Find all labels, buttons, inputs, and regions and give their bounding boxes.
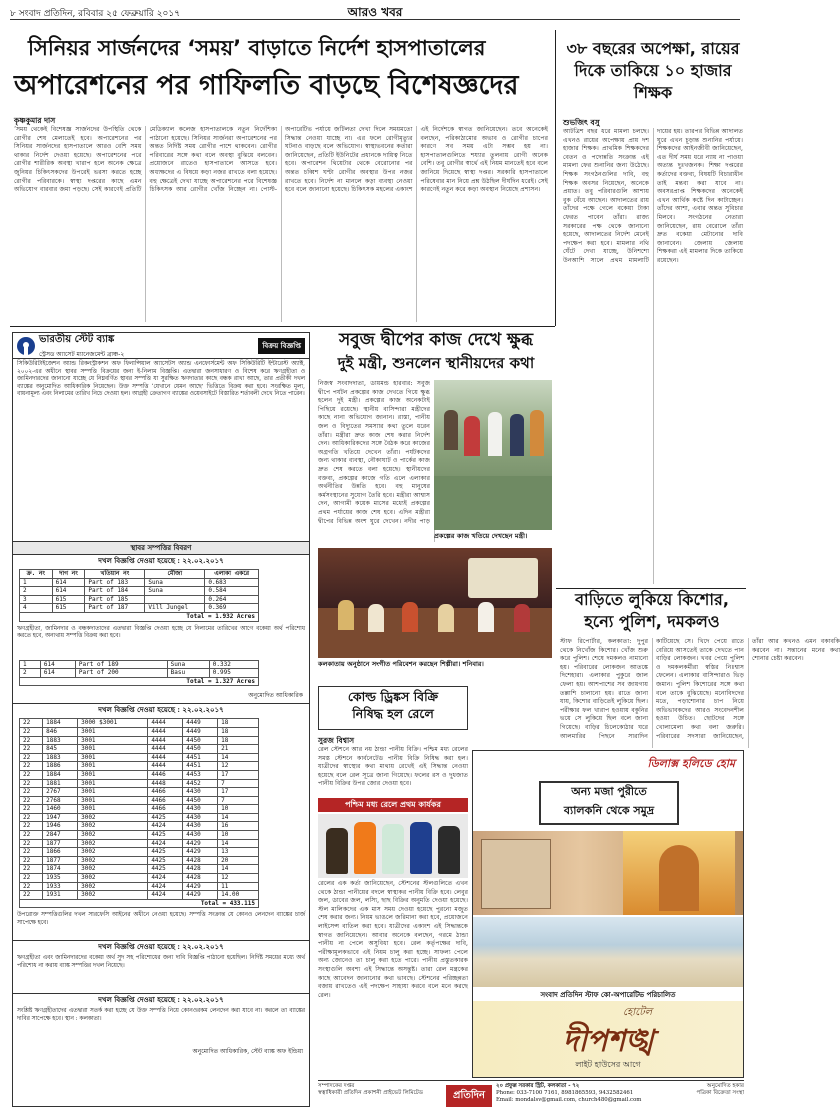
right-story-byline: শুভজিৎ বসু (563, 118, 600, 127)
table-cell: 614 (52, 587, 85, 596)
island-headline-1: সবুজ দ্বীপের কাজ দেখে ক্ষুব্ধ (338, 330, 534, 350)
imprint-left-line-1: সম্পাদকের দপ্তর (318, 1083, 355, 1089)
imprint-right-line-1: অনুমোদিত হকার (706, 1083, 744, 1089)
table-cell: 846 (43, 727, 78, 736)
table-cell: 10 (218, 831, 259, 840)
table-row (20, 595, 259, 604)
table-header-cell: মৌজা (145, 570, 205, 579)
table-cell: 22 (20, 874, 43, 883)
table-cell: 1883 (43, 753, 78, 762)
ad-hotel-name-panel (473, 1001, 743, 1077)
table-cell: 4424 (148, 822, 183, 831)
table-cell: 22 (20, 796, 43, 805)
table-cell: 4429 (183, 839, 218, 848)
table-cell: 614 (52, 578, 85, 587)
table-cell: Part of 183 (85, 578, 145, 587)
table-cell: 2847 (43, 831, 78, 840)
table-cell: 17 (218, 788, 259, 797)
drinks-headline-box (318, 686, 468, 730)
table-cell: 4424 (148, 874, 183, 883)
table-row (20, 891, 259, 900)
imprint-right-line-2: পত্রিকা বিক্রেতা সংস্থা (696, 1090, 744, 1096)
table-cell: 1877 (43, 839, 78, 848)
table-cell: 10 (218, 805, 259, 814)
imprint-right (692, 1083, 744, 1097)
table-cell: 22 (20, 770, 43, 779)
table-cell: 18 (218, 719, 259, 728)
table-cell: 4424 (148, 891, 183, 900)
table-row (20, 822, 259, 831)
table-cell: 22 (20, 813, 43, 822)
table-cell: 1460 (43, 805, 78, 814)
table-cell: 22 (20, 891, 43, 900)
table-cell: 4444 (148, 762, 183, 771)
table-cell: 11 (218, 882, 259, 891)
table-cell: 615 (52, 595, 85, 604)
table-cell: 3001 (78, 770, 148, 779)
table-cell: 4425 (148, 856, 183, 865)
event-photo (318, 548, 552, 658)
ad-tagline-2: ব্যালকনি থেকে সমুদ্র (563, 804, 655, 817)
table-cell: 3001 (78, 762, 148, 771)
table-cell: 615 (52, 604, 85, 613)
table-cell: 4466 (148, 788, 183, 797)
table-header-cell: এলাকা একরে (205, 570, 259, 579)
table-cell: 22 (20, 882, 43, 891)
schedule-1-date: দখল বিজ্ঞপ্তি দেওয়া হয়েছে : ২২.০২.২০১৭ (98, 556, 224, 565)
ad-hotel-photo (473, 831, 743, 915)
sbi-logo-icon (17, 337, 35, 355)
table-cell: 4425 (148, 865, 183, 874)
signature-1: অনুমোদিত আধিকারিক (248, 692, 303, 700)
event-caption: কলকাতায় অনুষ্ঠানে সংগীত পরিবেশন করছেন শিল্পীরা। শনিবার। (318, 660, 484, 668)
table-row (20, 587, 259, 596)
table-cell: 4449 (183, 719, 218, 728)
table-row (20, 848, 259, 857)
table-cell: Suna (145, 587, 205, 596)
table-row (20, 669, 259, 678)
table-row (20, 753, 259, 762)
table-cell: 4444 (148, 736, 183, 745)
imprint-phone: Phone: 033-7100 7161, 8981865593, 9432582461 (496, 1090, 634, 1096)
imprint-left-line-2: স্বত্বাধিকারী প্রতিদিন প্রকাশনী প্রাইভেট লিমিটেড (318, 1090, 423, 1096)
table-cell: 4451 (183, 762, 218, 771)
table-cell: Suna (167, 660, 209, 669)
table-row (20, 578, 259, 587)
table-cell: 3001 (78, 736, 148, 745)
property-table-3 (19, 718, 259, 908)
imprint-left (318, 1083, 442, 1097)
property-table-1 (19, 569, 259, 622)
table-row (20, 727, 259, 736)
drinks-headline-1: কোল্ড ড্রিঙ্কস বিক্রি (347, 689, 439, 704)
imprint-footer (318, 1080, 744, 1110)
table-cell: 0.584 (205, 587, 259, 596)
island-headline-2: দুই মন্ত্রী, শুনলেন স্থানীয়দের কথা (337, 354, 535, 372)
lead-headline: অপারেশনের পর গাফিলতি বাড়ছে বিশেষজ্ঞদের (14, 70, 519, 101)
table-cell: 3002 (78, 882, 148, 891)
table-cell: 3001 (78, 727, 148, 736)
section-title: আরও খবর (347, 5, 403, 19)
table-cell: 4428 (183, 856, 218, 865)
table-cell: 22 (20, 762, 43, 771)
table-cell: 3002 (78, 822, 148, 831)
table-row (20, 805, 259, 814)
table-cell: Basu (167, 669, 209, 678)
table-cell: 4429 (183, 882, 218, 891)
table-cell: 22 (20, 805, 43, 814)
table-total: Total = 433.115 (20, 899, 259, 908)
table-row (20, 882, 259, 891)
island-body: নিজস্ব সংবাদদাতা, ডায়মন্ড হারবার: সবুজ দ্বীপে পর্যটন প্রকল্পের কাজ দেখতে গিয়ে ক্ষুব্ধ হলেন দুই মন্ত্রী। প্রকল্পের কাজ অনেকটাই পিছিয়ে রয়েছে। স্থানীয় বাসিন্দারা মন্ত্রীদের কাছে নানা অভিযোগ জানান। রাস্তা, পানীয় জল ও বিদ্যুতের সমস্যার কথা তুলে ধরেন তাঁরা। মন্ত্রীরা দ্রুত কাজ শেষ করার নির্দেশ দেন। আধিকারিকদের সঙ্গে বৈঠক করে কাজের অগ্রগতি খতিয়ে দেখেন তাঁরা। পর্যটকদের জন্য থাকার ব্যবস্থা, নৌকাঘাট ও পার্কের কাজ দ্রুত শেষ করতে বলা হয়েছে। স্থানীয়দের বক্তব্য, প্রকল্পের কাজে গতি এলে এলাকার অর্থনীতির উন্নতি হবে। বহু মানুষের কর্মসংস্থানের সুযোগ তৈরি হবে। মন্ত্রীরা আশ্বাস দেন, আগামী কয়েক মাসের মধ্যেই প্রকল্পের প্রথম পর্যায়ের কাজ শেষ হবে। এদিন মন্ত্রীরা দ্বীপের বিভিন্ন অংশ ঘুরে দেখেন। নদীর পাড় (318, 380, 430, 525)
right-story-body: আটত্রিশ বছর ধরে মামলা চলছে। এখনও রায়ের অপেক্ষায় প্রায় দশ হাজার শিক্ষক। প্রাথমিক শিক্ষকদের বেতন ও পদোন্নতি সংক্রান্ত এই মামলা ফের শুনানির জন্য উঠেছে। শিক্ষক সংগঠনগুলির দাবি, বহু শিক্ষক অবসর নিয়েছেন, অনেকে প্রয়াত। তবু পরিবারগুলি আশায় বুক বেঁধে আছেন। আদালতের রায় তাঁদের পক্ষে গেলে বকেয়া টাকা ফেরত পাবেন তাঁরা। রাজ্য সরকারের পক্ষ থেকে জানানো হয়েছে, আদালতের নির্দেশ মেনেই পদক্ষেপ করা হবে। মামলার নথি ঘেঁটে দেখা যাচ্ছে, উনিশশো উনআশি সালে প্রথম মামলাটি দায়ের হয়। তারপর বিভিন্ন আদালত ঘুরে এখন চূড়ান্ত শুনানির পর্যায়ে। শিক্ষকদের আইনজীবী জানিয়েছেন, এত দীর্ঘ সময় ধরে ন্যায় না পাওয়া অত্যন্ত দুঃখজনক। শিক্ষা দপ্তরের কর্তাদের বক্তব্য, বিষয়টি বিচারাধীন তাই মন্তব্য করা যাবে না। অবসরপ্রাপ্ত শিক্ষকদের অনেকেই এখন আর্থিক কষ্টে দিন কাটাচ্ছেন। তাঁদের আশা, এবার অন্তত সুবিচার মিলবে। সংগঠনের নেতারা জানিয়েছেন, রায় বেরোলে তাঁরা দ্রুত বকেয়া মেটানোর দাবি জানাবেন। জেলায় জেলায় শিক্ষকরা এই মামলার দিকে তাকিয়ে রয়েছেন। (563, 128, 743, 264)
table-cell: 0.264 (205, 595, 259, 604)
table-cell: 22 (20, 727, 43, 736)
teen-headline-2: হন্যে পুলিশ, দমকলও (584, 612, 720, 631)
table-cell: 4450 (183, 796, 218, 805)
island-photo (434, 380, 552, 530)
table-cell: 2 (20, 587, 53, 596)
table-cell: 22 (20, 788, 43, 797)
table-cell: 3001 (78, 745, 148, 754)
table-row (20, 839, 259, 848)
table-cell: 614 (40, 660, 75, 669)
table-row (20, 604, 259, 613)
page-header (10, 4, 740, 20)
table-cell: 3002 (78, 865, 148, 874)
table-header-cell: খতিয়ান নং (85, 570, 145, 579)
hotel-advertisement (472, 750, 744, 1078)
table-cell: 0.369 (205, 604, 259, 613)
table-cell: 22 (20, 822, 43, 831)
table-cell: 13 (218, 848, 259, 857)
table-cell: 3001 (78, 805, 148, 814)
table-cell: 18 (218, 736, 259, 745)
right-story-headline: ৩৮ বছরের অপেক্ষা, রায়ের দিকে তাকিয়ে ১০ হাজার শিক্ষক (566, 39, 740, 102)
table-cell: 4446 (148, 770, 183, 779)
tender-body-4: ঋণগ্রহীতা এবং জামিনদারদের বকেয়া অর্থ সুদ সহ পরিশোধের জন্য দাবি বিজ্ঞপ্তি পাঠানো হয়েছিল। নির্দিষ্ট সময়ের মধ্যে অর্থ পরিশোধ না করায় ব্যাঙ্ক সম্পত্তির দখল নিয়েছে। (17, 955, 305, 969)
table-cell: 3000 $3001 (78, 719, 148, 728)
lead-headline-kicker: সিনিয়র সার্জনদের ‘সময়’ বাড়াতে নির্দেশ হাসপাতালের (28, 36, 486, 60)
table-cell: Vill Jungel (145, 604, 205, 613)
table-cell: 22 (20, 745, 43, 754)
table-cell: 7 (218, 796, 259, 805)
table-cell: 1886 (43, 762, 78, 771)
table-cell: 21 (218, 745, 259, 754)
table-cell: 2 (20, 669, 41, 678)
table-cell: Part of 200 (75, 669, 167, 678)
table-cell: 4453 (183, 770, 218, 779)
schedule-title: স্থাবর সম্পত্তির বিবরণ (13, 541, 309, 555)
table-cell: Part of 187 (85, 604, 145, 613)
table-cell: 14 (218, 865, 259, 874)
table-cell: 1946 (43, 822, 78, 831)
table-cell: 4444 (148, 753, 183, 762)
table-cell: 3002 (78, 856, 148, 865)
table-cell: 22 (20, 831, 43, 840)
teen-body: স্টাফ রিপোর্টার, কলকাতা: দুপুর থেকে নিখোঁজ কিশোর। খোঁজ শুরু করে পুলিশ। শেষে দমকলও নামানো হয়। পরিবারের লোকজন আতঙ্কে দিশেহারা। এলাকার পুকুরে জাল ফেলা হয়। আশপাশের সব জায়গায় তল্লাশি চালানো হয়। রাতে জানা যায়, কিশোর বাড়িতেই লুকিয়ে ছিল। পরীক্ষার ফল খারাপ হওয়ায় বকুনির ভয়ে সে লুকিয়ে ছিল বলে জানা গিয়েছে। বাড়ির চিলেকোঠার ঘরে আলমারির পিছনে সারাদিন কাটিয়েছে সে। খিদে পেয়ে রাতে বেরিয়ে আসতেই তাকে দেখতে পান বাড়ির লোকজন। খবর পেয়ে পুলিশ ও দমকলকর্মীরা স্বস্তির নিঃশ্বাস ফেলেন। এলাকার বাসিন্দারাও ভিড় জমান। পুলিশ কিশোরের সঙ্গে কথা বলে তাকে বুঝিয়েছে। মনোবিদদের মতে, পড়াশোনার চাপ নিয়ে অভিভাবকদের আরও সংবেদনশীল হওয়া উচিত। ছোটদের সঙ্গে খোলামেলা কথা বলা জরুরি। পরিবারের সদস্যরা জানিয়েছেন, তাঁরা আর কখনও এমন বকাবকি করবেন না। সন্তানের মনের কথা শোনার চেষ্টা করবেন। (560, 638, 840, 740)
table-cell: 614 (40, 669, 75, 678)
table-header-cell: ক্র. নং (20, 570, 53, 579)
table-cell: 1881 (43, 779, 78, 788)
table-cell: 4424 (148, 839, 183, 848)
table-cell: 1935 (43, 874, 78, 883)
table-cell: 4430 (183, 805, 218, 814)
table-row (20, 719, 259, 728)
table-row (20, 788, 259, 797)
table-row (20, 874, 259, 883)
table-cell: Part of 184 (85, 587, 145, 596)
table-cell: 4425 (148, 831, 183, 840)
table-cell: 17 (218, 770, 259, 779)
table-cell: 22 (20, 779, 43, 788)
tender-body-3: উপরোক্ত সম্পত্তিগুলির দখল সারফেসি আইনের অধীনে নেওয়া হয়েছে। সম্পত্তি সংক্রান্ত যে কোনও লেনদেন ব্যাঙ্কের চার্জ সাপেক্ষে হবে। (17, 912, 305, 926)
bank-name: ভারতীয় স্টেট ব্যাঙ্ক (39, 333, 115, 345)
table-cell: 2767 (43, 788, 78, 797)
table-row (20, 813, 259, 822)
table-cell: 4 (20, 604, 53, 613)
table-cell: 2768 (43, 796, 78, 805)
drinks-body-top: রেল স্টেশনে আর নয় ঠান্ডা পানীয় বিক্রি। পশ্চিম মধ্য রেলের সমস্ত স্টেশনে কার্বনেটেড পানীয় বিক্রি নিষিদ্ধ করা হল। যাত্রীদের স্বাস্থ্যের কথা মাথায় রেখেই এই সিদ্ধান্ত নেওয়া হয়েছে বলে রেল সূত্রে জানা গিয়েছে। ফলের রস ও দুধজাত পানীয় বিক্রির উপর জোর দেওয়া হবে। (318, 746, 468, 788)
table-cell: 3001 (78, 788, 148, 797)
table-cell: 22 (20, 856, 43, 865)
table-cell: 3002 (78, 848, 148, 857)
table-cell: 3001 (78, 796, 148, 805)
ad-hotel-sub: লাইট হাউসের আগে (575, 1060, 641, 1069)
property-table-2 (19, 660, 259, 687)
table-cell: 4450 (183, 736, 218, 745)
table-cell: 14 (218, 839, 259, 848)
table-cell: 3002 (78, 831, 148, 840)
table-cell: 4466 (148, 805, 183, 814)
table-cell (145, 595, 205, 604)
table-cell: 3002 (78, 813, 148, 822)
table-cell: 1931 (43, 891, 78, 900)
notice-title: বিক্রয় বিজ্ঞপ্তি (258, 338, 305, 354)
drinks-body-bottom: রেলের এক কর্তা জানিয়েছেন, স্টেশনের স্টলগুলিতে এখন থেকে ঠান্ডা পানীয়ের বদলে স্বাস্থ্যকর পানীয় বিক্রি হবে। লেবুর জল, ডাবের জল, লস্যি, ছাছ বিক্রির অনুমতি দেওয়া হয়েছে। স্টল মালিকদের এক মাস সময় দেওয়া হয়েছে পুরনো মজুত শেষ করার জন্য। নিয়ম ভাঙলে জরিমানা করা হবে, প্রয়োজনে লাইসেন্স বাতিল করা হবে। যাত্রীদের একাংশ এই সিদ্ধান্তকে স্বাগত জানিয়েছেন। আবার অনেকে বলছেন, গরমে ঠান্ডা পানীয় না পেলে অসুবিধা হবে। রেল কর্তৃপক্ষের দাবি, পরীক্ষামূলকভাবে এই নিয়ম চালু করা হচ্ছে। সাফল্য পেলে অন্য জোনেও তা চালু করা হতে পারে। পানীয় প্রস্তুতকারক সংস্থাগুলি অবশ্য এই সিদ্ধান্তে অসন্তুষ্ট। তারা রেল মন্ত্রকের কাছে আবেদন জানানোর কথা ভাবছে। স্টেশনের পরিচ্ছন্নতা বজায় রাখতেও এই পদক্ষেপ সাহায্য করবে বলে মনে করছে রেল। (318, 880, 468, 999)
schedule-3-date: দখল বিজ্ঞপ্তি দেওয়া হয়েছে : ২২.০২.২০১৭ (13, 940, 309, 953)
table-row (20, 736, 259, 745)
signature-final: অনুমোদিত আধিকারিক, স্টেট ব্যাঙ্ক অফ ইন্ডিয়া (192, 1048, 303, 1056)
ad-tagline-box (539, 781, 679, 825)
tender-body-1: সিকিউরিটাইজেশন অ্যান্ড রিকনস্ট্রাকশন অফ ফিনান্সিয়াল অ্যাসেটস অ্যান্ড এনফোর্সমেন্ট অফ সিকিউরিটি ইন্টারেস্ট অ্যাক্ট, ২০০২-এর অধীনে স্থাবর সম্পত্তি বিক্রয়ের জন্য ই-নিলাম বিজ্ঞপ্তি। এতদ্বারা জনসাধারণ ও বিশেষ করে ঋণগ্রহীতা ও জামিনদারদের জানানো যাচ্ছে যে নিম্নবর্ণিত স্থাবর সম্পত্তি যা সুরক্ষিত ঋণদাতার কাছে বন্ধক রাখা আছে, তার প্রতীকী দখল ব্যাঙ্কের অনুমোদিত আধিকারিক নিয়েছেন। উক্ত সম্পত্তি ‘যেখানে যেমন আছে’ ভিত্তিতে বিক্রয় করা হবে। সংরক্ষিত মূল্য, বায়নামূল্য এবং নিলামের তারিখ নিচে দেওয়া হল। আগ্রহী ক্রেতাগণ ব্যাঙ্কের ওয়েবসাইটে বিস্তারিত শর্তাবলী দেখে নিতে পারেন। (17, 361, 305, 398)
table-cell: 4428 (183, 865, 218, 874)
table-cell: 14 (218, 813, 259, 822)
table-row (20, 770, 259, 779)
table-cell: 1884 (43, 770, 78, 779)
drinks-bottles-photo (318, 814, 468, 878)
table-cell: 1877 (43, 856, 78, 865)
bank-branch: স্ট্রেসড অ্যাসেট ম্যানেজমেন্ট ব্রাঞ্চ-২ (39, 350, 125, 358)
table-total: Total = 1.932 Acres (20, 612, 259, 621)
teen-headline-1: বাড়িতে লুকিয়ে কিশোর, (575, 590, 729, 609)
table-cell: 22 (20, 719, 43, 728)
ad-hotel-prefix: হোটেল (623, 1007, 653, 1018)
lead-body: ‘সময় থেকেই বিশেষজ্ঞ সার্জনদের উপস্থিতি থেকে রোগীর শেষ মেলাতেই হবে। অপারেশনের পর সিনিয়র সার্জনদের হাসপাতালে আরও বেশি সময় থাকার নির্দেশ দেওয়া হয়েছে। অপারেশনের পরে রোগীর শারীরিক অবস্থা খারাপ হলে অনেক ক্ষেত্রে জুনিয়র চিকিৎসকদের উপরেই ভরসা করতে হচ্ছে রোগীর পরিবারকে। স্বাস্থ্য দপ্তরের কাছে এমন অভিযোগ বারবার জমা পড়ছে। সেই কারণেই প্রতিটি মেডিক্যাল কলেজ হাসপাতালকে নতুন নির্দেশিকা পাঠানো হয়েছে। সিনিয়র সার্জনরা অপারেশনের পর অন্তত নির্দিষ্ট সময় রোগীর পাশে থাকবেন। রোগীর পরিবারের সঙ্গে কথা বলে অবস্থা বুঝিয়ে বলবেন। প্রয়োজনে রাতেও হাসপাতালে আসতে হবে। অধ্যক্ষদের এ বিষয়ে কড়া নজর রাখতে বলা হয়েছে। বহু ক্ষেত্রেই দেখা যাচ্ছে অপারেশনের পরে বিশেষজ্ঞ চিকিৎসক আর রোগীর খোঁজ নিচ্ছেন না। পোস্ট-অপারেটিভ পর্যায়ে জটিলতা দেখা দিলে সময়মতো সিদ্ধান্ত নেওয়া যাচ্ছে না। এর ফলে রোগীমৃত্যুর ঘটনাও বাড়ছে বলে অভিযোগ। স্বাস্থ্যভবনের কর্তারা জানিয়েছেন, প্রতিটি ইউনিটের প্রধানকে দায়িত্ব নিতে হবে। অপারেশন থিয়েটার থেকে বেরোনোর পর অন্তত চব্বিশ ঘণ্টা রোগীর অবস্থার উপর নজর রাখতে হবে। নির্দেশ না মানলে কড়া ব্যবস্থা নেওয়া হবে বলে জানানো হয়েছে। চিকিৎসক মহলের একাংশ এই নির্দেশকে স্বাগত জানিয়েছেন। তবে অনেকেই বলছেন, পরিকাঠামোর অভাব ও রোগীর চাপের কারণে সব সময় এটা সম্ভব হয় না। হাসপাতালগুলিতে শয্যার তুলনায় রোগী অনেক বেশি। তবু রোগীর স্বার্থে এই নিয়ম মানতেই হবে বলে জানিয়ে দিয়েছে স্বাস্থ্য দপ্তর। সরকারি হাসপাতালে পরিষেবার মান নিয়ে প্রশ্ন উঠছিল দীর্ঘদিন ধরেই। সেই কারণেই নতুন করে কড়া অবস্থান নিয়েছে প্রশাসন। (14, 126, 548, 194)
table-cell: 3002 (78, 839, 148, 848)
table-cell: 22 (20, 865, 43, 874)
table-cell: 4452 (183, 779, 218, 788)
table-cell: 1884 (43, 719, 78, 728)
table-cell: Part of 185 (85, 595, 145, 604)
ad-hotel-name: দীপশঙ্খ (562, 1024, 654, 1059)
table-cell: 4451 (183, 753, 218, 762)
table-cell: 4425 (148, 848, 183, 857)
table-row (20, 745, 259, 754)
table-cell: 1 (20, 578, 53, 587)
ad-group-line: সংবাদ প্রতিদিন স্টাফ কো-অপারেটিভ পরিচালিত (540, 990, 676, 999)
table-cell: 1947 (43, 813, 78, 822)
table-cell: 4424 (148, 882, 183, 891)
table-cell: Part of 189 (75, 660, 167, 669)
table-cell: 845 (43, 745, 78, 754)
table-cell: 12 (218, 874, 259, 883)
table-cell: 4448 (148, 779, 183, 788)
table-cell: 4430 (183, 822, 218, 831)
table-cell: 4429 (183, 891, 218, 900)
table-cell: 1883 (43, 736, 78, 745)
ad-tagline-1: অন্য মজা পুরীতে (571, 785, 647, 798)
tender-body-2: ঋণগ্রহীতা, জামিনদার ও বন্ধকদাতাদের এতদ্বারা বিজ্ঞপ্তি দেওয়া হচ্ছে যে নিলামের তারিখের আগে বকেয়া অর্থ পরিশোধ করতে হবে, অন্যথায় সম্পত্তি বিক্রয় করা হবে। (17, 625, 305, 640)
table-cell: 0.995 (209, 669, 258, 678)
lead-byline: কৃষ্ণকুমার দাস (14, 116, 56, 125)
tender-notice (12, 332, 310, 1107)
table-cell: 4449 (183, 727, 218, 736)
table-cell: 22 (20, 736, 43, 745)
table-cell: 1933 (43, 882, 78, 891)
schedule-2-date: দখল বিজ্ঞপ্তি দেওয়া হয়েছে : ২২.০২.২০১৭ (13, 703, 309, 716)
imprint-contact (496, 1083, 688, 1104)
table-cell: 7 (218, 779, 259, 788)
table-cell: 4425 (148, 813, 183, 822)
table-cell: 3001 (78, 779, 148, 788)
table-cell: 22 (20, 839, 43, 848)
drinks-headline-2: নিষিদ্ধ হল রেলে (352, 705, 434, 721)
table-cell: 3 (20, 595, 53, 604)
table-row (20, 856, 259, 865)
schedule-4-date: দখল বিজ্ঞপ্তি দেওয়া হয়েছে : ২২.০২.২০১৭ (13, 993, 309, 1006)
table-row (20, 779, 259, 788)
table-cell: 4444 (148, 727, 183, 736)
table-row (20, 831, 259, 840)
table-cell: 3001 (78, 753, 148, 762)
table-row (20, 762, 259, 771)
table-cell: 4430 (183, 788, 218, 797)
table-cell: 4444 (148, 745, 183, 754)
table-cell: 14 (218, 753, 259, 762)
table-row (20, 796, 259, 805)
table-cell: 4430 (183, 831, 218, 840)
table-cell: 0.332 (209, 660, 258, 669)
page-date-line: ৮ সংবাদ প্রতিদিন, রবিবার ২৫ ফেব্রুয়ারি ২০১৭ (10, 9, 181, 19)
table-row (20, 865, 259, 874)
table-row (20, 660, 259, 669)
imprint-address: ২০ প্রফুল্ল সরকার স্ট্রিট, কলকাতা - ৭২ (496, 1083, 580, 1089)
table-cell: 3002 (78, 891, 148, 900)
table-cell: 1866 (43, 848, 78, 857)
table-header-cell: দাগ নং (52, 570, 85, 579)
table-cell: 22 (20, 753, 43, 762)
table-cell: 1 (20, 660, 41, 669)
table-cell: 14.00 (218, 891, 259, 900)
table-cell: 12 (218, 762, 259, 771)
table-cell: 3002 (78, 874, 148, 883)
table-cell: 1874 (43, 865, 78, 874)
pratidin-logo: প্রতিদিন (446, 1085, 492, 1107)
imprint-email: Email: mondalsv@gmail.com, church480@gmail.com (496, 1097, 642, 1103)
table-cell: 4444 (148, 719, 183, 728)
table-cell: 0.683 (205, 578, 259, 587)
table-cell: 4428 (183, 874, 218, 883)
ad-beach-photo (473, 917, 743, 987)
table-cell: 4450 (183, 745, 218, 754)
table-cell: 4466 (148, 796, 183, 805)
table-cell: 4429 (183, 848, 218, 857)
drinks-byline: সুরজ বিশ্বাস (318, 736, 355, 745)
table-total: Total = 1.327 Acres (20, 677, 259, 686)
drinks-box-title: পশ্চিম মধ্য রেলে প্রথম কার্যকর (318, 798, 468, 812)
ad-top-logo: ডিলাক্স হলিডে হোম (647, 757, 735, 770)
table-cell: 18 (218, 727, 259, 736)
tender-body-5: সংশ্লিষ্ট ঋণগ্রহীতাদের এতদ্বারা সতর্ক করা হচ্ছে যে উক্ত সম্পত্তি নিয়ে কোনওরকম লেনদেন করা যাবে না। করলে তা ব্যাঙ্কের দাবির সাপেক্ষে হবে। স্থান : কলকাতা। (17, 1008, 305, 1022)
table-cell: Suna (145, 578, 205, 587)
table-cell: 20 (218, 856, 259, 865)
island-photo-caption: প্রকল্পের কাজ খতিয়ে দেখছেন মন্ত্রী। (434, 532, 528, 540)
table-cell: 22 (20, 848, 43, 857)
table-cell: 4430 (183, 813, 218, 822)
table-cell: 16 (218, 822, 259, 831)
